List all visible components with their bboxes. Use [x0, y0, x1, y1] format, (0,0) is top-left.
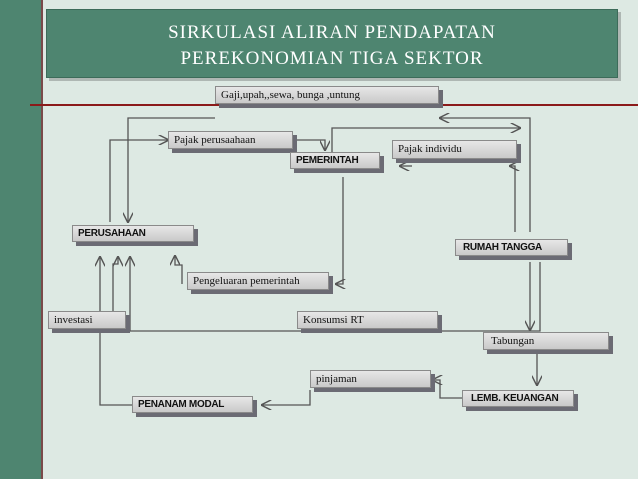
- arrow-rt-to-pajak-individu: [510, 166, 515, 232]
- pengeluaran-pemerintah-box: Pengeluaran pemerintah: [187, 272, 329, 290]
- arrow-pemerintah-to-pengeluaran: [336, 177, 343, 284]
- rumah-tangga-box: RUMAH TANGGA: [455, 239, 568, 256]
- arrow-penanam-to-investasi: [100, 257, 132, 405]
- pinjaman-box: pinjaman: [310, 370, 431, 388]
- pajak-perusahaan-box: Pajak perusaahaan: [168, 131, 293, 149]
- arrow-perusahaan-to-pajak: [110, 140, 168, 222]
- title-line-1: SIRKULASI ALIRAN PENDAPATAN: [168, 22, 496, 43]
- perusahaan-box: PERUSAHAAN: [72, 225, 194, 242]
- arrow-pengeluaran-to-perusahaan: [175, 256, 182, 284]
- arrow-pajak-perusahaan-to-pemerintah: [292, 140, 325, 150]
- lemb-keuangan-box: LEMB. KEUANGAN: [462, 390, 574, 407]
- arrow-pinjaman-to-penanam: [262, 390, 310, 405]
- title-line-2: PEREKONOMIAN TIGA SEKTOR: [180, 48, 484, 69]
- pajak-individu-box: Pajak individu: [392, 140, 517, 159]
- arrow-investasi-to-perusahaan: [113, 257, 118, 318]
- tabungan-box: Tabungan: [483, 332, 609, 350]
- arrow-lemb-to-pinjaman: [433, 380, 462, 398]
- pemerintah-box: PEMERINTAH: [290, 152, 380, 169]
- gaji-upah-box: Gaji,upah,,sewa, bunga ,untung: [215, 86, 439, 104]
- konsumsi-rt-box: Konsumsi RT: [297, 311, 438, 329]
- penanam-modal-box: PENANAM MODAL: [132, 396, 253, 413]
- investasi-box: investasi: [48, 311, 126, 329]
- arrow-rumahtangga-to-gaji: [440, 118, 530, 232]
